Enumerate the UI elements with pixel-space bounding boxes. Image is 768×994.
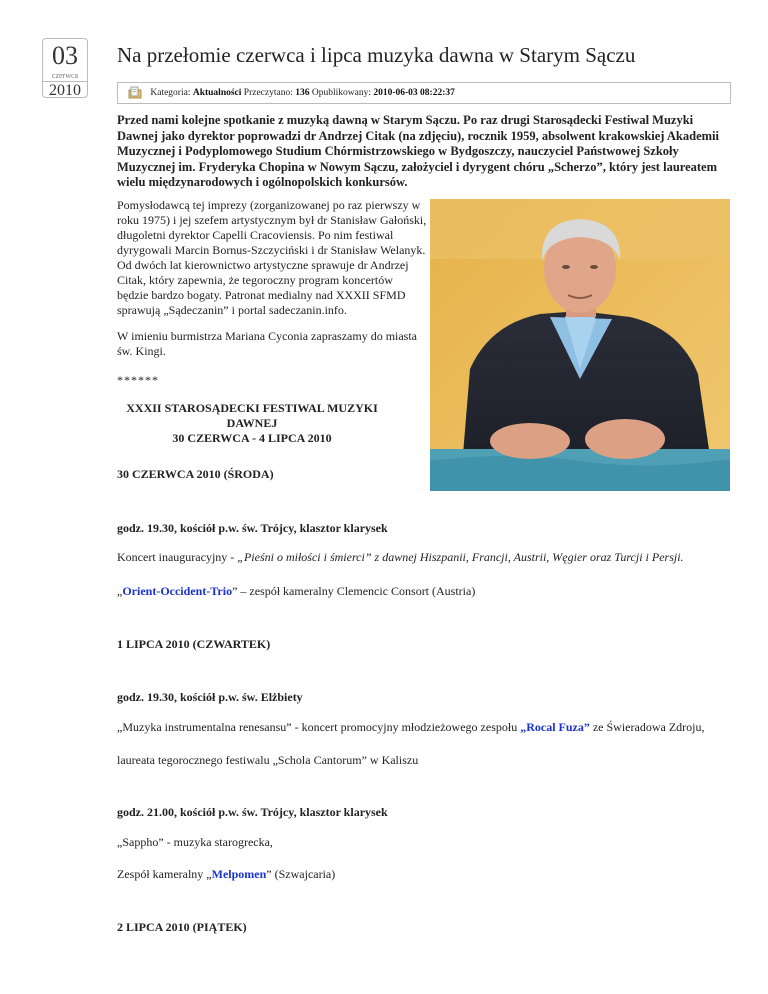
conductor-photo	[430, 199, 730, 491]
event1-heading: godz. 19.30, kościół p.w. św. Trójcy, klasztor klarysek	[117, 521, 388, 535]
event1-title: „Pieśni o miłości i śmierci” z dawnej Hiszpanii, Francji, Austrii, Węgier oraz Turcji i Persji.	[237, 550, 684, 564]
festival-heading-line3: 30 CZERWCA - 4 LIPCA 2010	[172, 431, 332, 445]
event3-prefix: Zespół kameralny „	[117, 867, 212, 881]
lead-paragraph: Przed nami kolejne spotkanie z muzyką dawną w Starym Sączu. Po raz drugi Starosądecki Festiwal Muzyki Dawnej jako dyrektor poprowadzi dr Andrzej Citak (na zdjęciu), rocznik 1959, absolwent krakowskiej Akademii Muzycznej i Podyplomowego Studium Chórmistrzowskiego w Bydgoszczy, nauczyciel Państwowej Szkoły Muzycznej im. Fryderyka Chopina w Nowym Sączu, założyciel i dyrygent chóru „Scherzo”, który jest laureatem wielu międzynarodowych i ogólnopolskich konkursów.	[117, 113, 719, 189]
date-day: 03	[52, 41, 78, 70]
program-day2-heading: 1 LIPCA 2010 (CZWARTEK)	[117, 637, 271, 651]
views-label: Przeczytano:	[243, 88, 293, 98]
program-day3-heading: 2 LIPCA 2010 (PIĄTEK)	[117, 920, 247, 934]
event1-performer	[117, 584, 475, 599]
separator-stars: ******	[117, 373, 159, 387]
rocal-fuza-link[interactable]: „Rocal Fuza”	[520, 720, 590, 734]
date-month: czerwca	[51, 71, 79, 80]
event3-performer	[117, 867, 335, 882]
event2-heading: godz. 19.30, kościół p.w. św. Elżbiety	[117, 690, 303, 704]
article-meta-bar	[117, 82, 731, 104]
intro-paragraph: Pomysłodawcą tej imprezy (zorganizowanej po raz pierwszy w roku 1975) i jej szefem artystycznym był dr Stanisław Gałoński, długoletni dyrektor Capelli Cracoviensis. Po nim festiwal dyrygowali Marcin Bornus-Szczyciński i dr Stanisław Welanyk. Od dwóch lat kierownictwo artystyczne sprawuje dr Andrzej Citak, który zapewnia, że tegoroczny program koncertów będzie bardzo bogaty. Patronat medialny nad XXXII SFMD sprawują „Sądeczanin” i portal sadeczanin.info.	[117, 198, 427, 317]
event1-prefix: Koncert inauguracyjny -	[117, 550, 238, 564]
melpomen-link[interactable]: Melpomen	[211, 867, 267, 881]
event1-quote-open: „	[117, 584, 123, 598]
festival-heading-line2: DAWNEJ	[226, 416, 278, 430]
event3-rest: ” (Szwajcaria)	[266, 867, 336, 881]
event1-performer-rest: ” – zespół kameralny Clemencic Consort (Austria)	[232, 584, 476, 598]
article-icon	[128, 86, 142, 99]
date-year: 2010	[43, 81, 87, 100]
date-badge	[42, 38, 88, 98]
event1-description	[117, 550, 684, 565]
published-date: 2010-06-03 08:22:37	[373, 88, 455, 98]
event3-description: „Sappho” - muzyka starogrecka,	[117, 835, 273, 849]
festival-heading-line1: XXXII STAROSĄDECKI FESTIWAL MUZYKI	[126, 401, 378, 415]
event2-tail: ze Świeradowa Zdroju,	[589, 720, 705, 734]
views-count: 136	[295, 88, 310, 98]
article-title[interactable]: Na przełomie czerwca i lipca muzyka dawna w Starym Sączu	[117, 43, 636, 67]
category-value[interactable]: Aktualności	[192, 88, 242, 98]
event2-description-2: laureata tegorocznego festiwalu „Schola Cantorum” w Kaliszu	[117, 753, 419, 767]
event3-heading: godz. 21.00, kościół p.w. św. Trójcy, klasztor klarysek	[117, 805, 388, 819]
invite-paragraph: W imieniu burmistrza Mariana Cyconia zapraszamy do miasta św. Kingi.	[117, 329, 418, 358]
event2-text: „Muzyka instrumentalna renesansu” - koncert promocyjny młodzieżowego zespołu	[117, 720, 521, 734]
category-label: Kategoria:	[150, 88, 191, 98]
festival-heading	[117, 401, 387, 446]
orient-occident-trio-link[interactable]: Orient-Occident-Trio	[122, 584, 233, 598]
event2-description	[117, 720, 705, 735]
program-day1-heading: 30 CZERWCA 2010 (ŚRODA)	[117, 467, 274, 481]
published-label: Opublikowany:	[311, 88, 371, 98]
